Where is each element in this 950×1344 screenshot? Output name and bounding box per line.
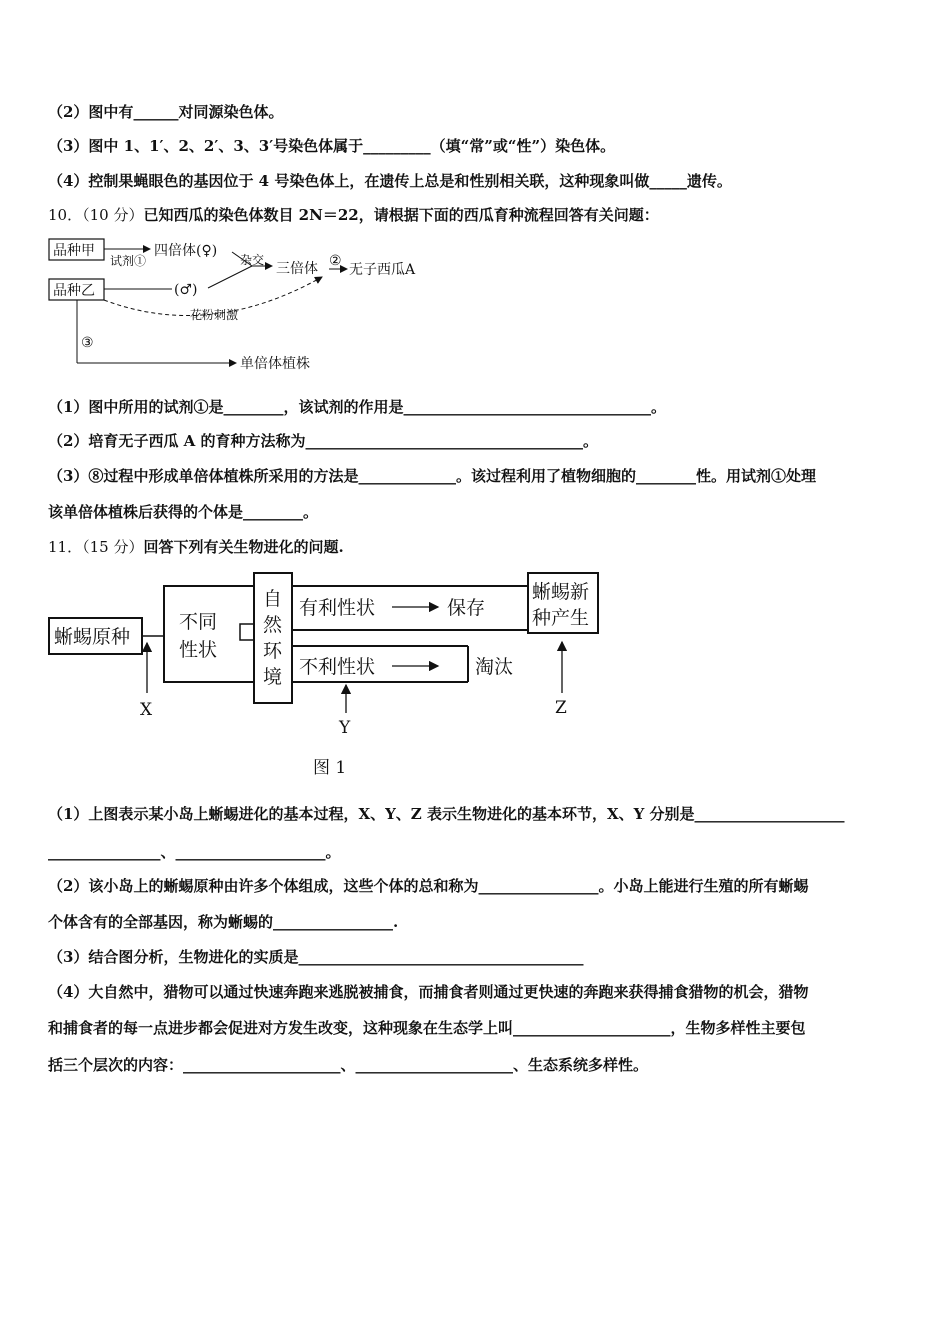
q10-part1: （1）图中所用的试剂①是________，该试剂的作用是_________________________________。 (48, 398, 666, 416)
unfavorable-traits-label: 不利性状 (299, 656, 376, 678)
q11-part3: （3）结合图分析，生物进化的实质是______________________________________ (48, 948, 584, 966)
reagent1-label: 试剂① (110, 254, 147, 268)
q10-part2: （2）培育无子西瓜 A 的育种方法称为_____________________________________。 (48, 432, 599, 450)
environment-char-4: 境 (263, 666, 283, 688)
tetraploid-label: 四倍体(♀) (154, 243, 218, 259)
variety-b-label: 品种乙 (53, 283, 95, 299)
q11-part1-line2: _______________、____________________。 (48, 843, 341, 861)
q11-stem: 回答下列有关生物进化的问题. (143, 538, 344, 556)
lizard-evolution-diagram (40, 565, 620, 785)
new-species-line1: 蜥蜴新 (532, 581, 590, 603)
triploid-label: 三倍体 (276, 261, 318, 277)
q11-part2-line1: （2）该小岛上的蜥蜴原种由许多个体组成，这些个体的总和称为________________。小岛上能进行生殖的所有蜥蜴 (48, 877, 809, 895)
lizard-original-label: 蜥蜴原种 (54, 626, 131, 648)
environment-char-3: 环 (263, 640, 283, 662)
q11-number: 11．（15 分） (48, 538, 144, 556)
step3-label: ③ (81, 335, 94, 351)
preserve-label: 保存 (447, 597, 486, 619)
q11-part4-line2: 和捕食者的每一点进步都会促进对方发生改变，这种现象在生态学上叫_____________________，生物多样性主要包 (48, 1019, 806, 1037)
y-label: Y (339, 718, 351, 738)
q10-part3-line1: （3）⑧过程中形成单倍体植株所采用的方法是_____________。该过程利用了植物细胞的________性。用试剂①处理 (48, 467, 816, 485)
q11-part2-line2: 个体含有的全部基因，称为蜥蜴的________________. (48, 913, 399, 931)
pollen-stimulation-label: 花粉刺激 (190, 308, 239, 322)
variety-a-label: 品种甲 (53, 243, 95, 259)
eliminate-label: 淘汰 (475, 656, 514, 678)
q11-part4-line1: （4）大自然中，猎物可以通过快速奔跑来逃脱被捕食，而捕食者则通过更快速的奔跑来获得捕食猎物的机会，猎物 (48, 983, 809, 1001)
q10-number: 10．（10 分） (48, 206, 144, 224)
q9-part4: （4）控制果蝇眼色的基因位于 4 号染色体上，在遗传上总是和性别相关联，这种现象叫做_____遗传。 (48, 172, 732, 190)
favorable-traits-label: 有利性状 (299, 597, 376, 619)
x-label: X (140, 700, 153, 720)
figure-caption: 图 1 (313, 758, 347, 778)
q10-part3-line2: 该单倍体植株后获得的个体是________。 (48, 503, 319, 521)
male-label: (♂) (174, 282, 198, 298)
q11-part4-line3: 括三个层次的内容：_____________________、_____________________、生态系统多样性。 (48, 1056, 649, 1074)
z-label: Z (555, 698, 567, 718)
q9-part2: （2）图中有______对同源染色体。 (48, 103, 284, 121)
step2-label: ② (329, 253, 342, 269)
cross-line-bottom (208, 266, 252, 288)
different-traits-line2: 性状 (179, 639, 218, 661)
watermelon-breeding-diagram (40, 230, 460, 375)
seedless-watermelon-label: 无子西瓜A (349, 262, 416, 278)
q11-stem-line (48, 537, 344, 557)
different-traits-line1: 不同 (179, 611, 218, 633)
cross-label: 杂交 (240, 253, 265, 267)
haploid-plant-label: 单倍体植株 (240, 356, 310, 372)
q9-part3: （3）图中 1、1′、2、2′、3、3′号染色体属于_________（填“常”或“性”）染色体。 (48, 137, 616, 155)
new-species-line2: 种产生 (532, 607, 590, 629)
q10-stem: 已知西瓜的染色体数目 2N＝22，请根据下面的西瓜育种流程回答有关问题： (143, 206, 659, 224)
environment-char-2: 然 (263, 614, 283, 636)
q10-stem-line (48, 205, 659, 225)
connector-small-box (240, 624, 254, 640)
environment-char-1: 自 (263, 588, 283, 610)
q11-part1-line1: （1）上图表示某小岛上蜥蜴进化的基本过程，X、Y、Z 表示生物进化的基本环节，X、Y 分别是____________________ (48, 805, 845, 823)
